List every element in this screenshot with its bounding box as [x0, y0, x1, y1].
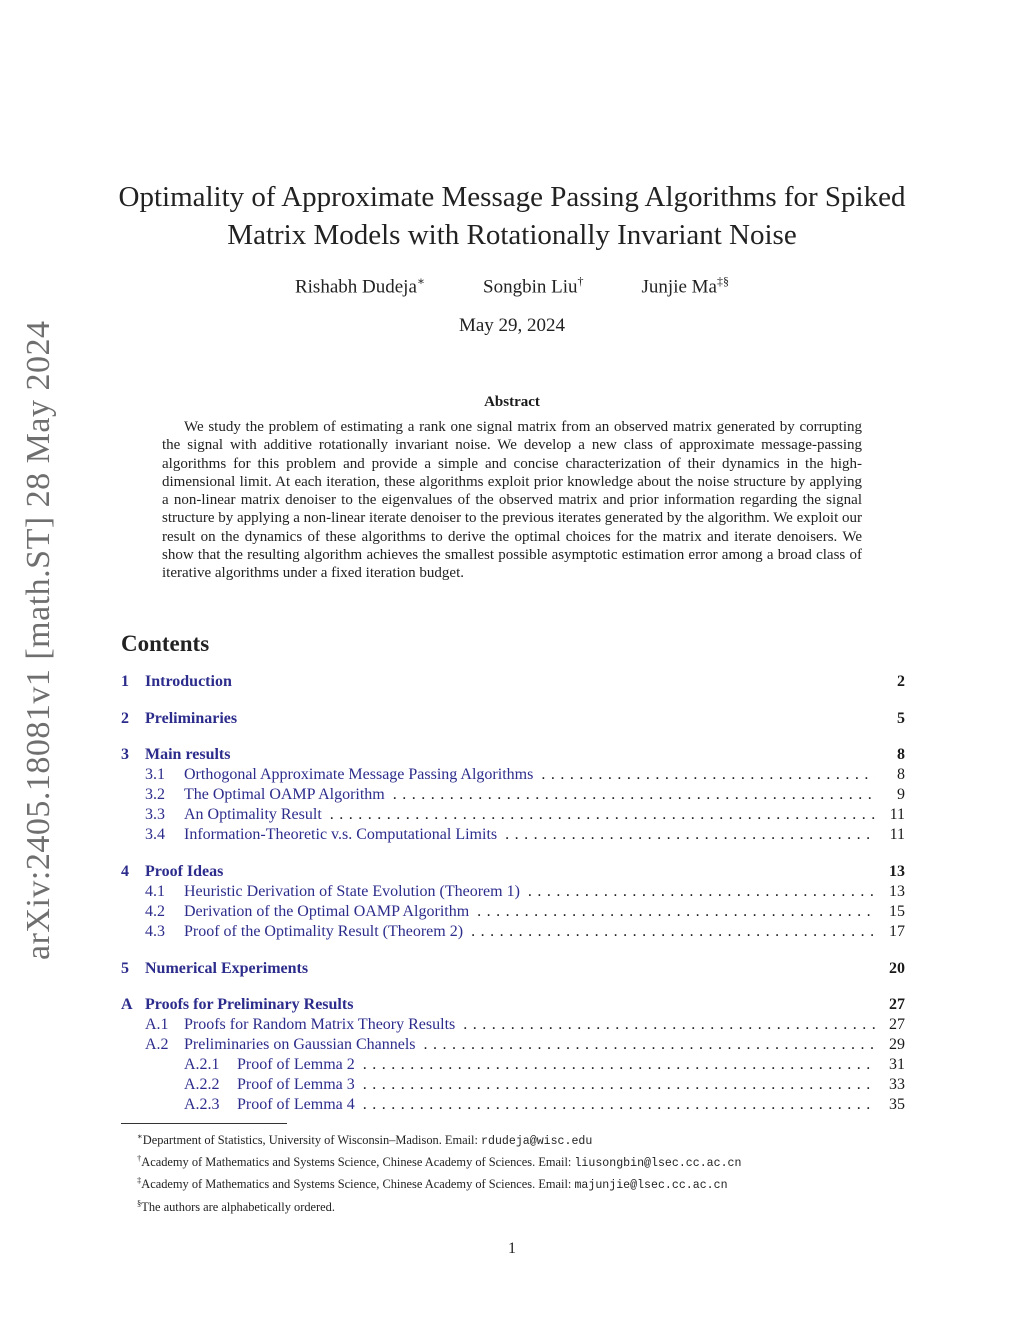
- author-footnote-mark[interactable]: ∗: [416, 274, 426, 288]
- footnote-mark: §: [137, 1197, 142, 1208]
- toc-page-number[interactable]: 20: [889, 959, 905, 977]
- toc-leader-dots: [471, 922, 875, 942]
- toc-entry-number: A: [121, 996, 133, 1014]
- toc-entry-number: 4: [121, 863, 129, 881]
- toc-entry-number: 3.1: [145, 766, 165, 784]
- footnote-mark: ‡: [137, 1175, 142, 1186]
- footnotes: [137, 1128, 917, 1216]
- footnote: [137, 1128, 917, 1150]
- toc-page-number[interactable]: 29: [889, 1036, 905, 1054]
- toc-page-number[interactable]: 15: [889, 903, 905, 921]
- contents-heading: Contents: [121, 631, 210, 656]
- toc-entry-number: 3.4: [145, 826, 165, 844]
- abstract-heading: Abstract: [484, 394, 540, 410]
- toc-leader-dots: [463, 1015, 875, 1035]
- author: Songbin Liu†: [483, 274, 584, 298]
- author: Rishabh Dudeja∗: [294, 274, 426, 298]
- toc-leader-dots: [505, 825, 875, 845]
- toc-page-number[interactable]: 27: [889, 1016, 905, 1034]
- toc-entry-number: 4.2: [145, 903, 165, 921]
- toc-entry-link[interactable]: An Optimality Result: [184, 806, 322, 824]
- author: Junjie Ma‡§: [641, 274, 729, 298]
- toc-leader-dots: [477, 902, 875, 922]
- footnote-email[interactable]: liusongbin@lsec.cc.ac.cn: [574, 1157, 742, 1171]
- toc-page-number[interactable]: 27: [889, 996, 905, 1014]
- toc-entry[interactable]: [121, 922, 905, 942]
- title-line-1: Optimality of Approximate Message Passing Algorithms for Spiked: [118, 181, 906, 213]
- toc-leader-dots: [363, 1055, 875, 1075]
- toc-entry-link[interactable]: Proofs for Random Matrix Theory Results: [184, 1016, 456, 1034]
- toc-page-number[interactable]: 33: [889, 1076, 905, 1094]
- author-footnote-mark[interactable]: †: [577, 274, 584, 288]
- toc-entry[interactable]: [121, 745, 905, 765]
- toc-entry[interactable]: [121, 785, 905, 805]
- arxiv-identifier-stamp: arXiv:2405.18081v1 [math.ST] 28 May 2024: [20, 320, 57, 960]
- toc-leader-dots: [528, 882, 875, 902]
- toc-page-number[interactable]: 13: [889, 883, 905, 901]
- toc-entry-link[interactable]: The Optimal OAMP Algorithm: [184, 786, 385, 804]
- toc-page-number[interactable]: 8: [897, 766, 905, 784]
- toc-entry-link[interactable]: Derivation of the Optimal OAMP Algorithm: [184, 903, 470, 921]
- abstract-text: We study the problem of estimating a rank one signal matrix from an observed matrix generated by corrupting the signal with additive rotationally invariant noise. We develop a new class of approximate message-passing algorithms for this problem and provide a simple and concise characterization of their dynamics in the high-dimensional limit. At each iteration, these algorithms exploit prior knowledge about the noise structure by applying a non-linear matrix denoiser to the eigenvalues of the observed matrix and prior information regarding the signal structure by applying a non-linear iterate denoiser to the previous iterates generated by the algorithm. We exploit our result on the dynamics of these algorithms to derive the optimal choices for the matrix and iterate denoisers. We show that the resulting algorithm achieves the smallest possible asymptotic estimation error among a broad class of iterative algorithms under a fixed iteration budget.: [162, 419, 862, 582]
- toc-entry-link[interactable]: Proof of Lemma 4: [237, 1096, 355, 1114]
- toc-leader-dots: [363, 1075, 875, 1095]
- toc-entry[interactable]: [121, 1015, 905, 1035]
- author-list: [100, 274, 924, 298]
- footnote-text: The authors are alphabetically ordered.: [141, 1199, 335, 1214]
- toc-entry[interactable]: [121, 1035, 905, 1055]
- toc-entry-number: 4.3: [145, 923, 165, 941]
- page-number: 1: [508, 1240, 516, 1257]
- toc-entry[interactable]: [121, 1075, 905, 1095]
- toc-entry-link[interactable]: Main results: [145, 746, 231, 764]
- toc-entry[interactable]: [121, 765, 905, 785]
- toc-entry-number: A.1: [145, 1016, 169, 1034]
- toc-entry[interactable]: [121, 959, 905, 979]
- toc-entry-number: A.2.1: [184, 1056, 220, 1074]
- footnote: [137, 1150, 917, 1172]
- toc-entry[interactable]: [121, 862, 905, 882]
- toc-entry[interactable]: [121, 995, 905, 1015]
- toc-entry-link[interactable]: Proof of Lemma 2: [237, 1056, 355, 1074]
- footnote-text: Department of Statistics, University of Wisconsin–Madison. Email:: [142, 1133, 482, 1148]
- title-line-2: Matrix Models with Rotationally Invariant Noise: [227, 219, 797, 251]
- toc-page-number[interactable]: 31: [889, 1056, 905, 1074]
- footnote-email[interactable]: majunjie@lsec.cc.ac.cn: [574, 1179, 728, 1193]
- toc-entry-number: 2: [121, 709, 129, 727]
- toc-leader-dots: [363, 1095, 875, 1115]
- toc-page-number[interactable]: 17: [889, 923, 905, 941]
- footnote-divider: [121, 1123, 287, 1124]
- table-of-contents: [121, 672, 905, 1115]
- toc-entry-link[interactable]: Proof of the Optimality Result (Theorem 2): [184, 923, 464, 941]
- footnote-email[interactable]: rdudeja@wisc.edu: [481, 1135, 593, 1149]
- toc-entry-link[interactable]: Proofs for Preliminary Results: [145, 996, 354, 1014]
- toc-entry-link[interactable]: Numerical Experiments: [145, 959, 309, 977]
- footnote-text: Academy of Mathematics and Systems Science, Chinese Academy of Sciences. Email:: [141, 1177, 575, 1192]
- toc-entry[interactable]: [121, 1095, 905, 1115]
- toc-entry[interactable]: [121, 825, 905, 845]
- toc-leader-dots: [424, 1035, 875, 1055]
- toc-entry[interactable]: [121, 1055, 905, 1075]
- toc-entry-number: 5: [121, 959, 129, 977]
- toc-entry[interactable]: [121, 805, 905, 825]
- toc-leader-dots: [330, 805, 875, 825]
- toc-entry-link[interactable]: Proof Ideas: [145, 863, 224, 881]
- footnote-mark: †: [137, 1153, 142, 1164]
- toc-entry-link[interactable]: Orthogonal Approximate Message Passing Algorithms: [184, 766, 534, 784]
- footnote-mark: ∗: [137, 1131, 143, 1141]
- footnote: [137, 1172, 917, 1194]
- toc-page-number[interactable]: 9: [897, 786, 905, 804]
- toc-entry-number: 3.3: [145, 806, 165, 824]
- toc-entry-number: A.2: [145, 1036, 169, 1054]
- toc-page-number[interactable]: 5: [897, 709, 905, 727]
- toc-entry-number: A.2.3: [184, 1096, 220, 1114]
- toc-entry-number: 3: [121, 746, 129, 764]
- toc-entry-link[interactable]: Preliminaries on Gaussian Channels: [184, 1036, 416, 1054]
- toc-entry-number: 1: [121, 673, 129, 690]
- toc-entry-link[interactable]: Proof of Lemma 3: [237, 1076, 355, 1094]
- toc-entry[interactable]: [121, 709, 905, 729]
- toc-entry[interactable]: [121, 902, 905, 922]
- toc-entry-number: 3.2: [145, 786, 165, 804]
- toc-entry[interactable]: [121, 672, 905, 692]
- toc-page-number[interactable]: 11: [889, 806, 905, 824]
- author-footnote-mark[interactable]: ‡§: [717, 274, 729, 288]
- footnote-text: Academy of Mathematics and Systems Science, Chinese Academy of Sciences. Email:: [141, 1155, 575, 1170]
- toc-page-number[interactable]: 2: [897, 673, 905, 690]
- toc-entry-link[interactable]: Heuristic Derivation of State Evolution (Theorem 1): [184, 883, 520, 901]
- toc-entry[interactable]: [121, 882, 905, 902]
- toc-leader-dots: [541, 765, 875, 785]
- toc-page-number[interactable]: 35: [889, 1096, 905, 1114]
- toc-entry-number: A.2.2: [184, 1076, 220, 1094]
- paper-title: [100, 178, 924, 254]
- toc-entry-link[interactable]: Introduction: [145, 673, 232, 690]
- footnote: [137, 1195, 917, 1216]
- toc-page-number[interactable]: 8: [897, 746, 905, 764]
- toc-page-number[interactable]: 13: [889, 863, 905, 881]
- toc-entry-link[interactable]: Information-Theoretic v.s. Computational Limits: [184, 826, 498, 844]
- toc-entry-number: 4.1: [145, 883, 165, 901]
- toc-entry-link[interactable]: Preliminaries: [145, 709, 238, 727]
- publication-date: May 29, 2024: [458, 315, 566, 336]
- toc-leader-dots: [393, 785, 875, 805]
- toc-page-number[interactable]: 11: [889, 826, 905, 844]
